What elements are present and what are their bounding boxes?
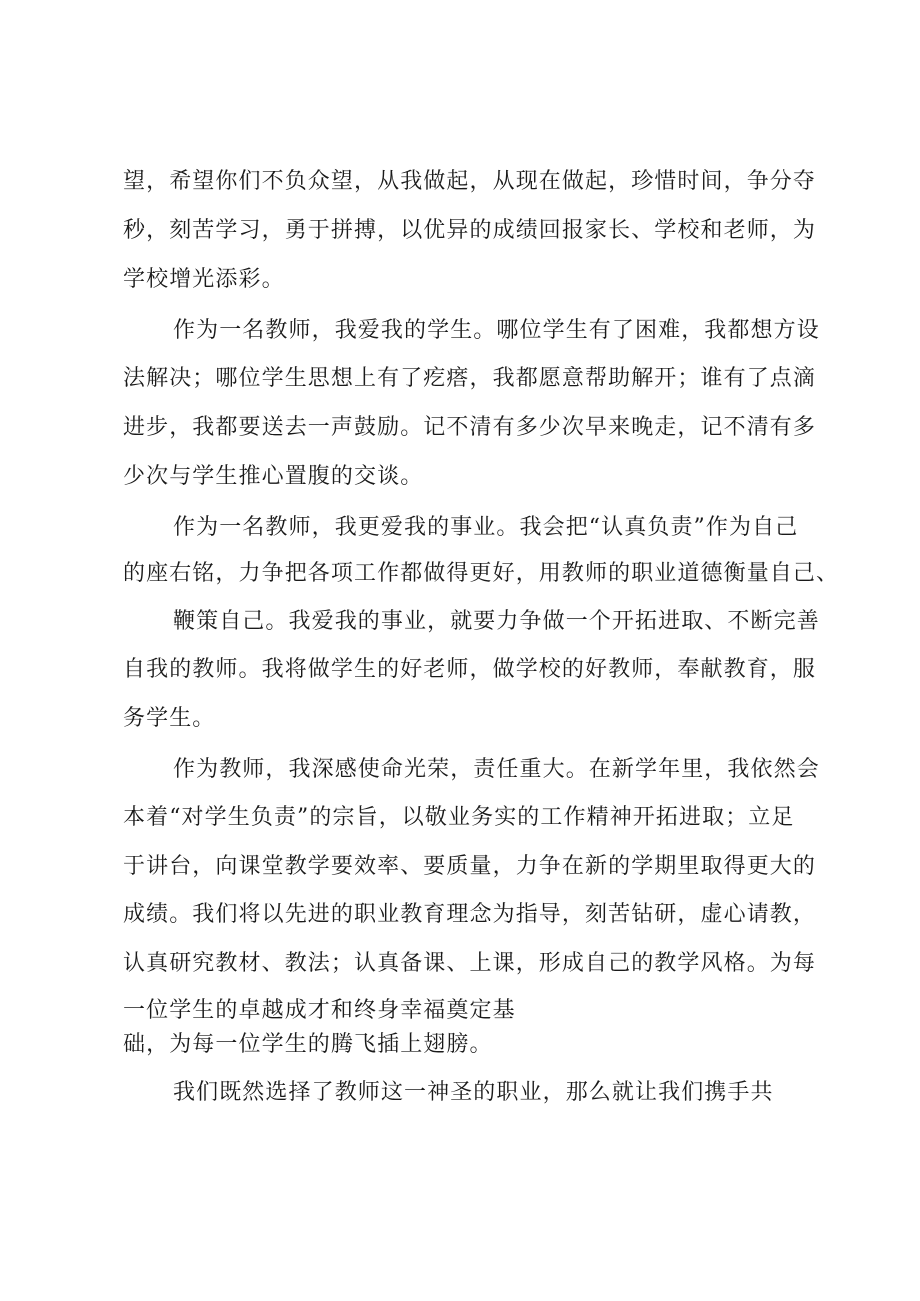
text-line: 进步，我都要送去一声鼓励。记不清有多少次早来晚走，记不清有多 (123, 415, 817, 440)
paragraph-first-line: 我们既然选择了教师这一神圣的职业，那么就让我们携手共 (173, 1080, 774, 1105)
text-line: 鞭策自己。我爱我的事业，就要力争做一个开拓进取、不断完善 (173, 609, 820, 634)
text-line: 的座右铭，力争把各项工作都做得更好，用教师的职业道德衡量自己、 (123, 561, 840, 586)
text-line: 学校增光添彩。 (123, 267, 285, 292)
text-line: 认真研究教材、教法；认真备课、上课，形成自己的教学风格。为每 (123, 951, 817, 976)
text-line: 自我的教师。我将做学生的好老师，做学校的好教师，奉献教育，服 (123, 657, 817, 682)
text-line: 成绩。我们将以先进的职业教育理念为指导，刻苦钻研，虚心请教， (123, 902, 817, 927)
text-line: 少次与学生推心置腹的交谈。 (123, 464, 424, 489)
text-line: 一位学生的卓越成才和终身幸福奠定基 (123, 998, 516, 1023)
paragraph-first-line: 作为教师，我深感使命光荣，责任重大。在新学年里，我依然会 (173, 757, 820, 782)
text-line: 本着“对学生负责”的宗旨，以敬业务实的工作精神开拓进取；立足 (123, 805, 795, 830)
text-line: 于讲台，向课堂教学要效率、要质量，力争在新的学期里取得更大的 (123, 854, 817, 879)
paragraph-first-line: 作为一名教师，我爱我的学生。哪位学生有了困难，我都想方设 (173, 318, 820, 343)
paragraph-first-line: 作为一名教师，我更爱我的事业。我会把“认真负责”作为自己 (173, 515, 799, 540)
text-line: 秒，刻苦学习，勇于拼搏，以优异的成绩回报家长、学校和老师，为 (123, 218, 817, 243)
text-line: 务学生。 (123, 706, 216, 731)
text-line: 础，为每一位学生的腾飞插上翅膀。 (123, 1032, 493, 1057)
text-line: 望，希望你们不负众望，从我做起，从现在做起，珍惜时间，争分夺 (123, 169, 817, 194)
text-line: 法解决；哪位学生思想上有了疙瘩，我都愿意帮助解开；谁有了点滴 (123, 366, 817, 391)
